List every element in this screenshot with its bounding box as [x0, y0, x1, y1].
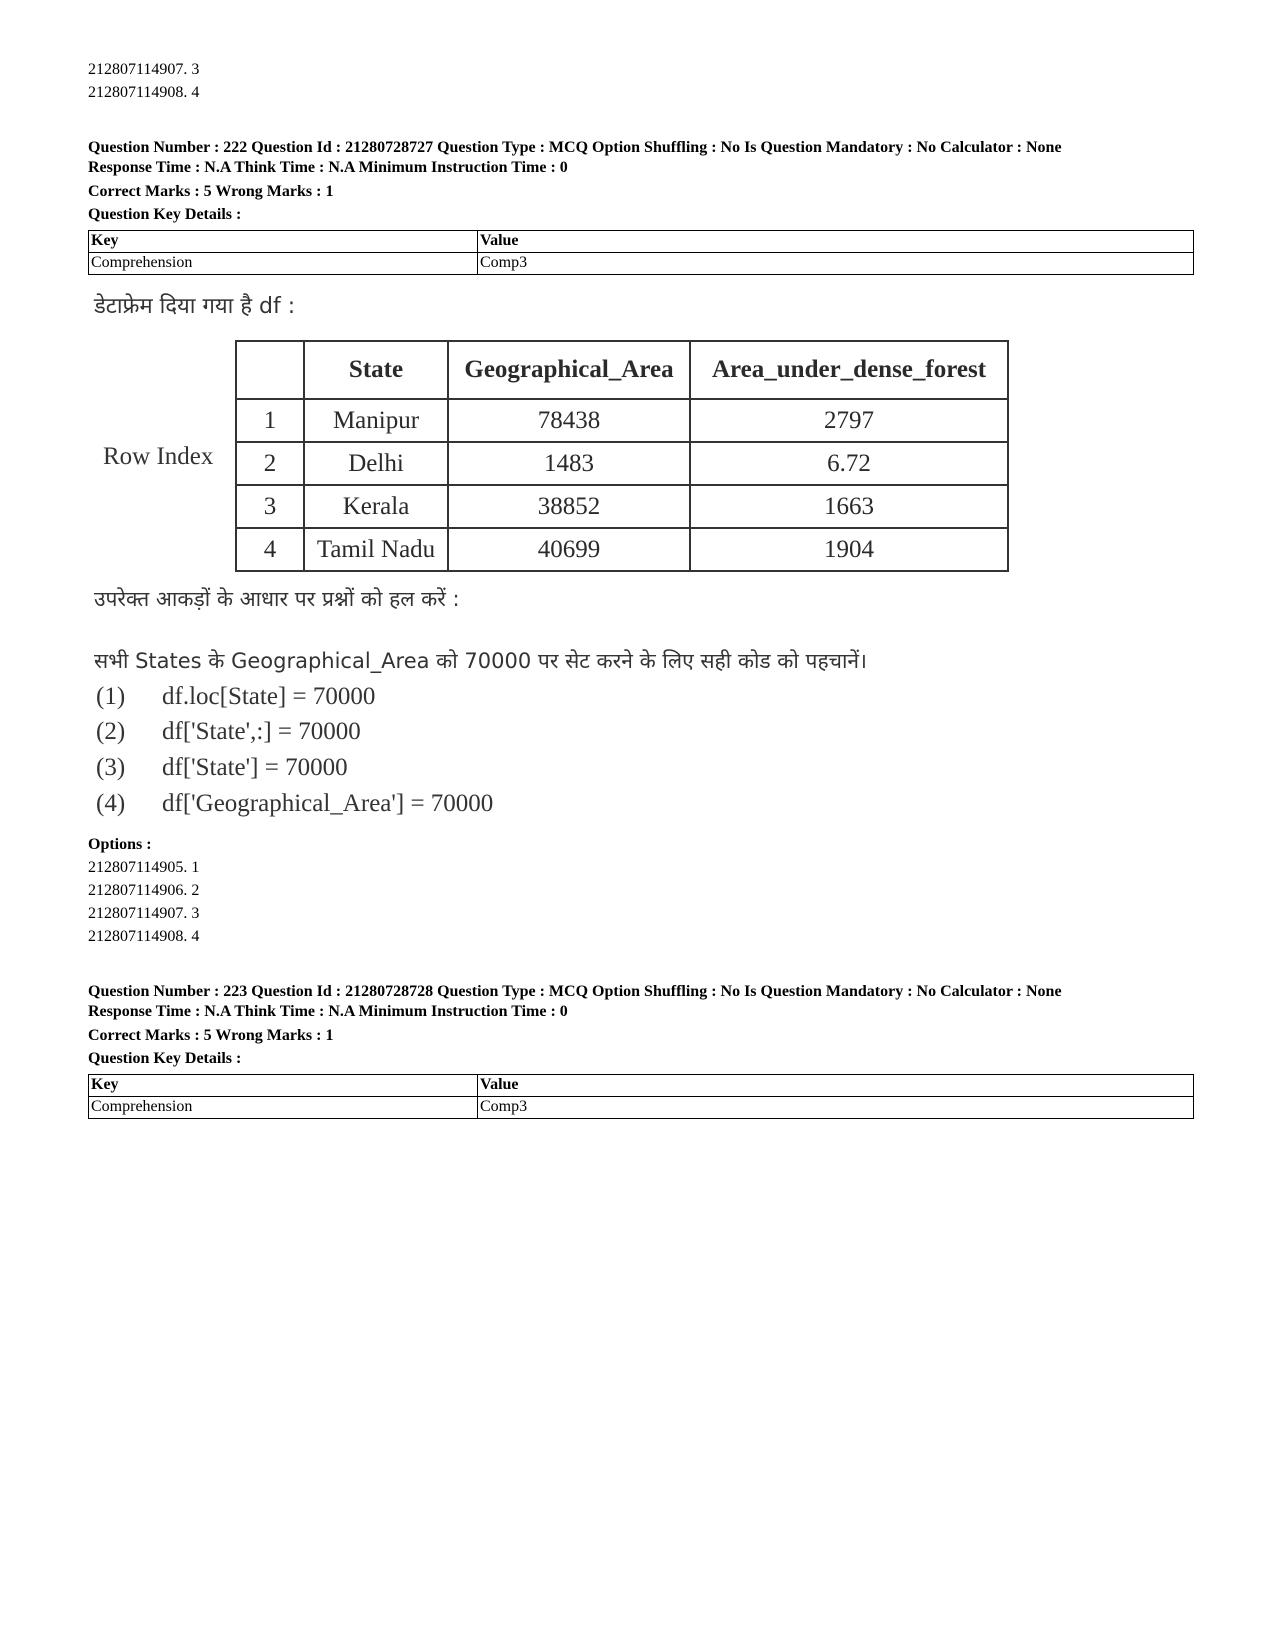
table-row — [89, 253, 1194, 275]
q223-header-line1: Question Number : 223 Question Id : 21280728728 Question Type : MCQ Option Shuffling : No Is Question Mandatory : No Calculator : None — [88, 983, 1062, 1000]
choice-4 — [96, 790, 493, 818]
key-cell: Comprehension — [89, 253, 478, 275]
q223-key-details-label: Question Key Details : — [88, 1050, 242, 1067]
q222-key-table — [88, 230, 1194, 275]
q222-header-line1: Question Number : 222 Question Id : 21280728727 Question Type : MCQ Option Shuffling : No Is Question Mandatory : No Calculator : None — [88, 139, 1062, 156]
prev-option-4: 212807114908. 4 — [88, 84, 200, 101]
options-label: Options : — [88, 836, 152, 853]
df-cell-geo-area: 1483 — [448, 442, 690, 485]
q222-header-line2: Response Time : N.A Think Time : N.A Minimum Instruction Time : 0 — [88, 159, 568, 176]
question-text: सभी States के Geographical_Area को 70000 पर सेट करने के लिए सही कोड को पहचानें। — [94, 649, 868, 673]
choice-text: df['State',:] = 70000 — [162, 718, 361, 745]
df-cell-index: 2 — [236, 442, 304, 485]
choice-1 — [96, 683, 375, 711]
table-row — [236, 399, 1008, 442]
df-cell-index: 3 — [236, 485, 304, 528]
key-cell: Comprehension — [89, 1097, 478, 1119]
q223-key-table — [88, 1074, 1194, 1119]
df-cell-geo-area: 78438 — [448, 399, 690, 442]
df-header-dense-forest: Area_under_dense_forest — [690, 341, 1008, 399]
df-cell-state: Manipur — [304, 399, 448, 442]
row-index-label: Row Index — [103, 443, 214, 470]
value-header: Value — [478, 1075, 1194, 1097]
df-cell-geo-area: 40699 — [448, 528, 690, 571]
q223-marks: Correct Marks : 5 Wrong Marks : 1 — [88, 1027, 334, 1044]
choice-3 — [96, 754, 348, 782]
table-row — [236, 485, 1008, 528]
instruction-text: उपरेक्त आकड़ों के आधार पर प्रश्नों को हल करें : — [94, 587, 460, 611]
table-row — [236, 528, 1008, 571]
dataframe-intro: डेटाफ्रेम दिया गया है df : — [94, 294, 296, 319]
value-header: Value — [478, 231, 1194, 253]
df-cell-index: 1 — [236, 399, 304, 442]
choice-text: df.loc[State] = 70000 — [162, 683, 376, 710]
choice-number: (2) — [96, 718, 126, 745]
value-cell: Comp3 — [478, 1097, 1194, 1119]
df-cell-index: 4 — [236, 528, 304, 571]
df-cell-dense-forest: 2797 — [690, 399, 1008, 442]
key-header: Key — [89, 231, 478, 253]
prev-option-3: 212807114907. 3 — [88, 61, 200, 78]
q223-header-line2: Response Time : N.A Think Time : N.A Minimum Instruction Time : 0 — [88, 1003, 568, 1020]
dataframe-table — [235, 340, 1009, 572]
q222-marks: Correct Marks : 5 Wrong Marks : 1 — [88, 183, 334, 200]
table-row — [89, 1097, 1194, 1119]
option-1: 212807114905. 1 — [88, 859, 200, 876]
choice-number: (1) — [96, 683, 126, 710]
df-header-index — [236, 341, 304, 399]
table-row — [89, 1075, 1194, 1097]
df-cell-state: Delhi — [304, 442, 448, 485]
choice-text: df['Geographical_Area'] = 70000 — [162, 790, 494, 817]
table-row — [89, 231, 1194, 253]
choice-text: df['State'] = 70000 — [162, 754, 348, 781]
option-3: 212807114907. 3 — [88, 905, 200, 922]
value-cell: Comp3 — [478, 253, 1194, 275]
choice-number: (3) — [96, 754, 126, 781]
df-cell-dense-forest: 1904 — [690, 528, 1008, 571]
option-4: 212807114908. 4 — [88, 928, 200, 945]
table-row — [236, 442, 1008, 485]
df-cell-geo-area: 38852 — [448, 485, 690, 528]
choice-2 — [96, 718, 361, 746]
q222-key-details-label: Question Key Details : — [88, 206, 242, 223]
df-cell-dense-forest: 6.72 — [690, 442, 1008, 485]
table-row — [236, 341, 1008, 399]
df-header-geo-area: Geographical_Area — [448, 341, 690, 399]
df-cell-state: Kerala — [304, 485, 448, 528]
df-header-state: State — [304, 341, 448, 399]
choice-number: (4) — [96, 790, 126, 817]
df-cell-dense-forest: 1663 — [690, 485, 1008, 528]
key-header: Key — [89, 1075, 478, 1097]
option-2: 212807114906. 2 — [88, 882, 200, 899]
df-cell-state: Tamil Nadu — [304, 528, 448, 571]
